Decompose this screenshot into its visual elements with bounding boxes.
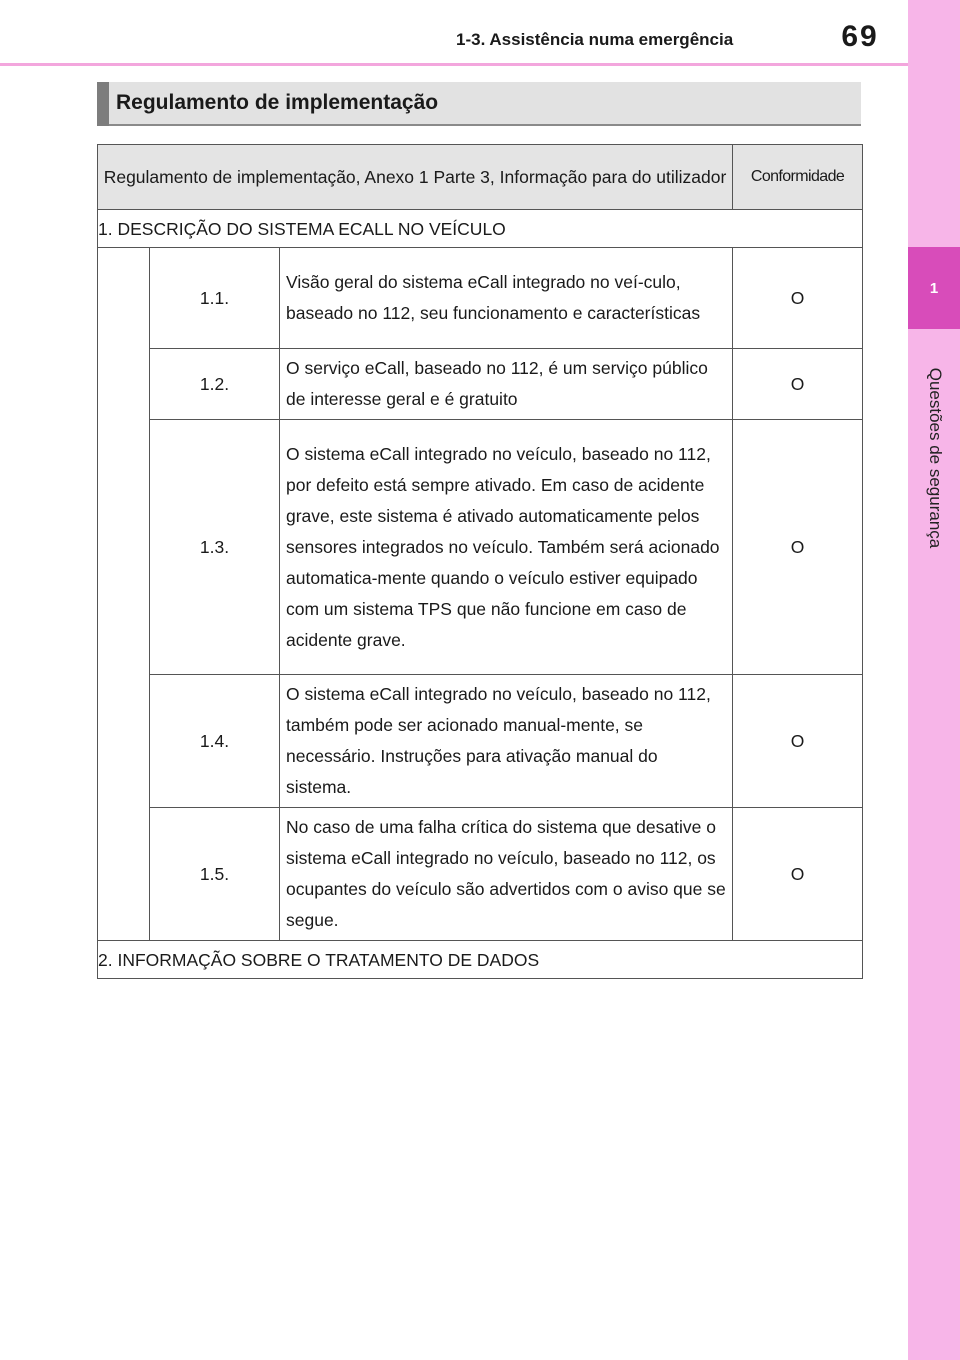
table-header-row xyxy=(98,145,863,210)
row-number: 1.3. xyxy=(150,420,280,675)
row-conformity: O xyxy=(733,349,863,420)
row-description: No caso de uma falha crítica do sistema que desative o sistema eCall integrado no veículo, baseado no 112, os ocupantes do veículo são advertidos com o aviso que se segue. xyxy=(280,808,733,941)
row-description: O sistema eCall integrado no veículo, baseado no 112, também pode ser acionado manual-mente, se necessário. Instruções para ativação manual do sistema. xyxy=(280,675,733,808)
table-row xyxy=(98,248,863,349)
heading-title: Regulamento de implementação xyxy=(116,91,439,114)
section-2-title: 2. INFORMAÇÃO SOBRE O TRATAMENTO DE DADOS xyxy=(98,941,863,979)
row-number: 1.5. xyxy=(150,808,280,941)
row-number: 1.2. xyxy=(150,349,280,420)
row-conformity: O xyxy=(733,420,863,675)
header-divider xyxy=(0,63,908,66)
side-tab xyxy=(908,0,960,1360)
chapter-number: 1 xyxy=(908,247,960,329)
indent-cell xyxy=(98,248,150,941)
page-number: 69 xyxy=(841,20,879,53)
table-row xyxy=(98,349,863,420)
row-number: 1.4. xyxy=(150,675,280,808)
section-heading xyxy=(97,82,861,126)
row-number: 1.1. xyxy=(150,248,280,349)
section-label: 1-3. Assistência numa emergência xyxy=(456,30,734,49)
header-regulation: Regulamento de implementação, Anexo 1 Parte 3, Informação para do utilizador xyxy=(98,145,733,210)
row-conformity: O xyxy=(733,675,863,808)
regulation-table xyxy=(97,144,863,979)
section-1-title: 1. DESCRIÇÃO DO SISTEMA ECALL NO VEÍCULO xyxy=(98,210,863,248)
row-description: O serviço eCall, baseado no 112, é um serviço público de interesse geral e é gratuito xyxy=(280,349,733,420)
row-description: Visão geral do sistema eCall integrado no veí-culo, baseado no 112, seu funcionamento e características xyxy=(280,248,733,349)
row-description: O sistema eCall integrado no veículo, baseado no 112, por defeito está sempre ativado. Em caso de acidente grave, este sistema é ativado automaticamente pelos sensores integrados no veículo. Também será acionado automatica-mente quando o veículo estiver equipado com um sistema TPS que não funcione em caso de acidente grave. xyxy=(280,420,733,675)
table-row xyxy=(98,808,863,941)
row-conformity: O xyxy=(733,808,863,941)
table-row xyxy=(98,420,863,675)
header-conformity: Conformidade xyxy=(733,145,863,210)
section-row-2 xyxy=(98,941,863,979)
chapter-title: Questões de segurança xyxy=(926,367,945,549)
heading-accent xyxy=(97,82,109,126)
table-row xyxy=(98,675,863,808)
section-row-1 xyxy=(98,210,863,248)
row-conformity: O xyxy=(733,248,863,349)
